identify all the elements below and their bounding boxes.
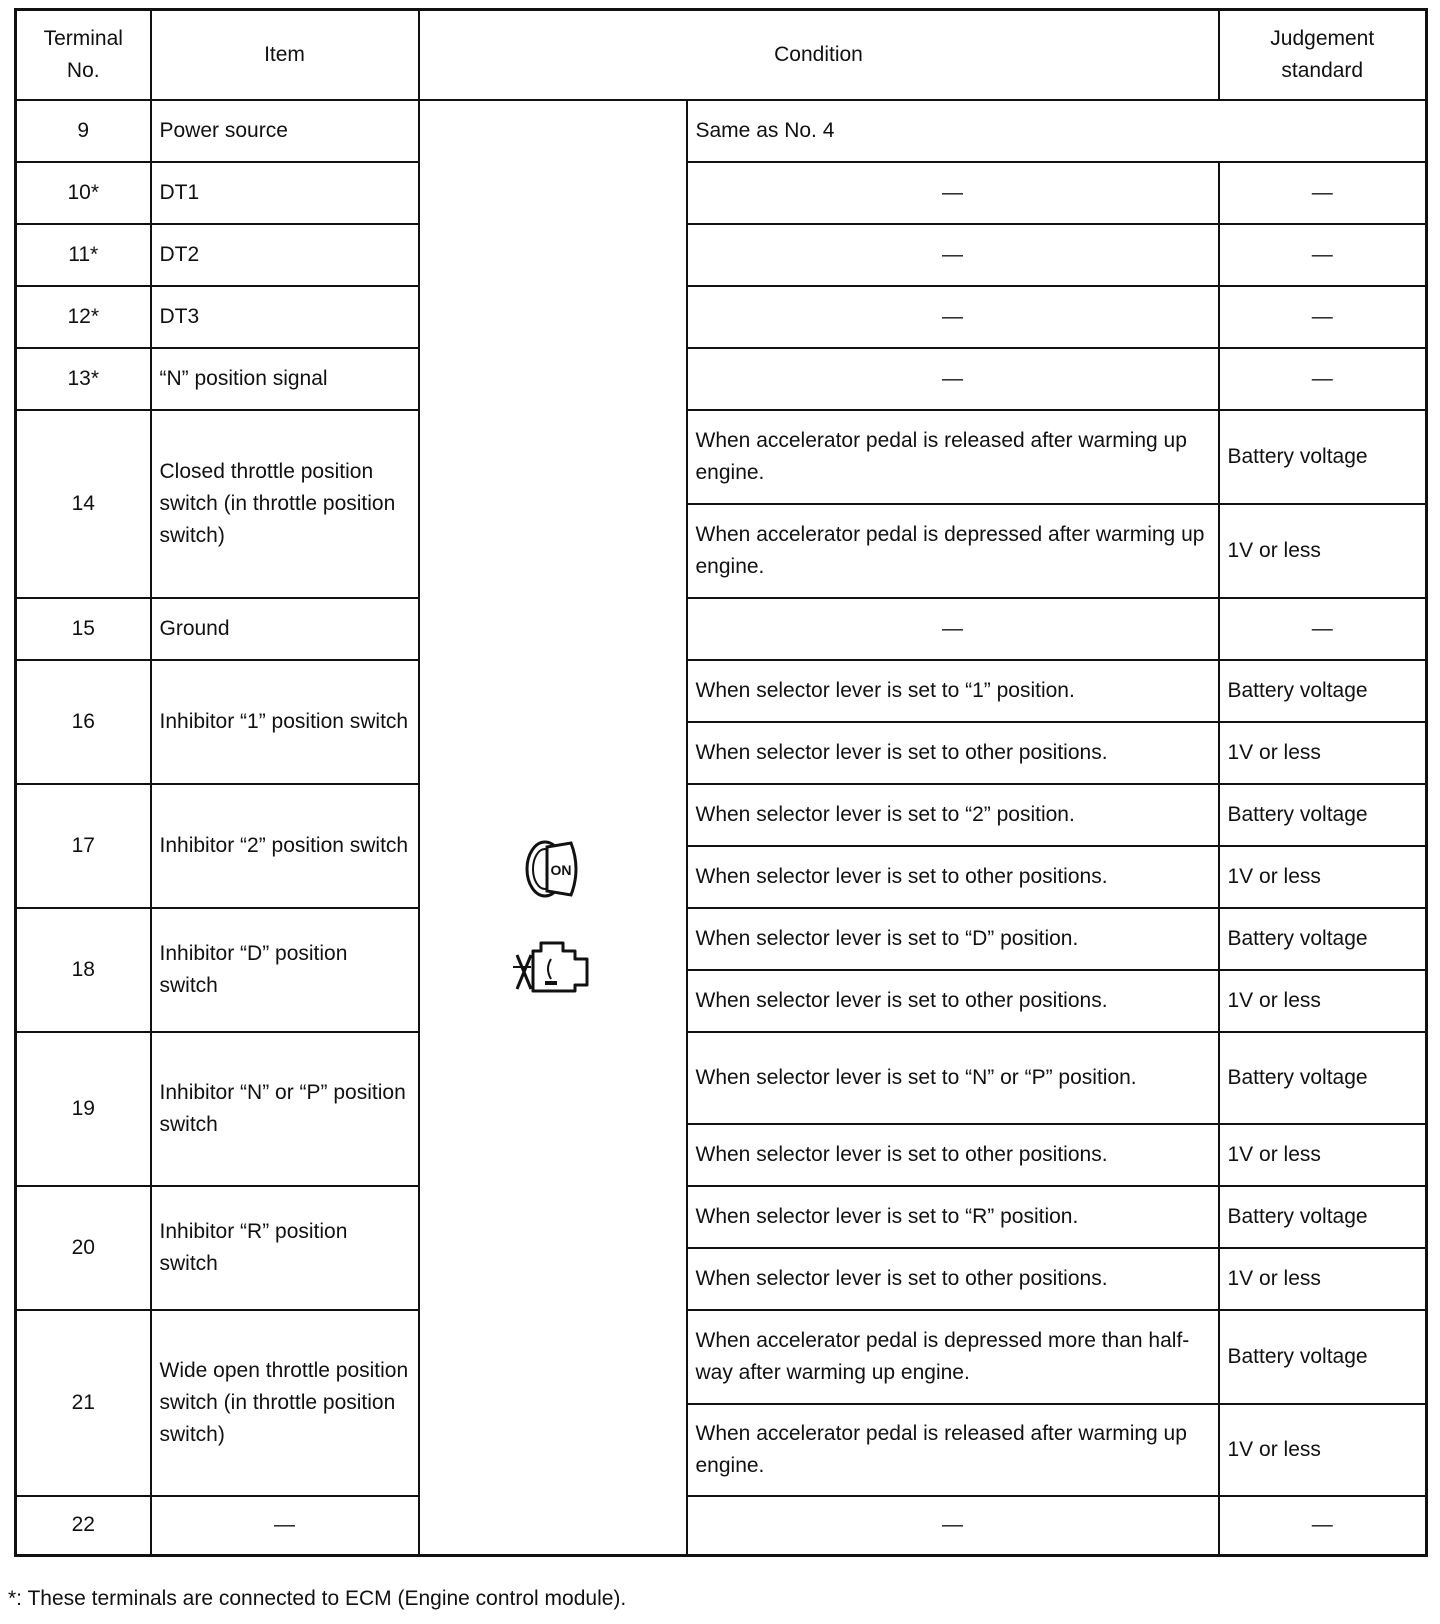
judgement-cell: 1V or less — [1219, 722, 1427, 784]
terminal-cell: 14 — [16, 410, 151, 598]
table-row — [16, 1496, 1427, 1556]
item-cell: Inhibitor “1” position switch — [151, 660, 419, 784]
judgement-cell: 1V or less — [1219, 1124, 1427, 1186]
judgement-cell: 1V or less — [1219, 1404, 1427, 1496]
condition-cell: — — [687, 162, 1219, 224]
header-item: Item — [151, 10, 419, 100]
condition-cell: When selector lever is set to “D” position. — [687, 908, 1219, 970]
condition-cell: — — [687, 286, 1219, 348]
judgement-cell: Battery voltage — [1219, 1032, 1427, 1124]
judgement-cell: 1V or less — [1219, 846, 1427, 908]
item-cell: Inhibitor “2” position switch — [151, 784, 419, 908]
judgement-cell: Battery voltage — [1219, 660, 1427, 722]
condition-cell: — — [687, 1496, 1219, 1556]
terminal-table — [14, 8, 1428, 1557]
judgement-cell: — — [1219, 224, 1427, 286]
judgement-cell: Battery voltage — [1219, 1310, 1427, 1404]
terminal-cell: 9 — [16, 100, 151, 162]
judgement-cell: — — [1219, 162, 1427, 224]
judgement-cell: 1V or less — [1219, 1248, 1427, 1310]
terminal-cell: 11* — [16, 224, 151, 286]
table-row — [16, 162, 1427, 224]
condition-cell: When selector lever is set to “1” position. — [687, 660, 1219, 722]
terminal-cell: 22 — [16, 1496, 151, 1556]
table-row — [16, 784, 1427, 846]
footnote: *: These terminals are connected to ECM (Engine control module). — [8, 1587, 627, 1610]
terminal-cell: 13* — [16, 348, 151, 410]
item-cell: “N” position signal — [151, 348, 419, 410]
condition-cell: When selector lever is set to “2” position. — [687, 784, 1219, 846]
condition-cell: When accelerator pedal is released after warming up engine. — [687, 410, 1219, 504]
judgement-cell: — — [1219, 1496, 1427, 1556]
judgement-cell: Battery voltage — [1219, 908, 1427, 970]
terminal-cell: 20 — [16, 1186, 151, 1310]
item-cell: DT1 — [151, 162, 419, 224]
table-row — [16, 1032, 1427, 1124]
item-cell: Inhibitor “R” position switch — [151, 1186, 419, 1310]
ignition-on-text: ON — [550, 862, 571, 879]
judgement-cell: 1V or less — [1219, 970, 1427, 1032]
condition-cell: — — [687, 224, 1219, 286]
terminal-cell: 10* — [16, 162, 151, 224]
item-cell: Closed throttle position switch (in throttle position switch) — [151, 410, 419, 598]
judgement-cell: — — [1219, 348, 1427, 410]
item-cell: Power source — [151, 100, 419, 162]
table-row — [16, 1186, 1427, 1248]
table-row — [16, 286, 1427, 348]
condition-cell: — — [687, 348, 1219, 410]
judgement-cell: 1V or less — [1219, 504, 1427, 598]
condition-cell: When accelerator pedal is depressed after warming up engine. — [687, 504, 1219, 598]
terminal-cell: 18 — [16, 908, 151, 1032]
header-condition: Condition — [419, 10, 1219, 100]
condition-cell: When selector lever is set to other positions. — [687, 1248, 1219, 1310]
terminal-cell: 16 — [16, 660, 151, 784]
header-judgement-standard: Judgement standard — [1219, 10, 1427, 100]
table-row — [16, 660, 1427, 722]
header-row — [16, 10, 1427, 100]
terminal-cell: 19 — [16, 1032, 151, 1186]
condition-cell: When selector lever is set to other positions. — [687, 1124, 1219, 1186]
terminal-cell: 21 — [16, 1310, 151, 1496]
condition-cell: When accelerator pedal is depressed more than half-way after warming up engine. — [687, 1310, 1219, 1404]
condition-cell: When selector lever is set to other positions. — [687, 846, 1219, 908]
judgement-cell: — — [1219, 598, 1427, 660]
item-cell: Wide open throttle position switch (in throttle position switch) — [151, 1310, 419, 1496]
table-row — [16, 348, 1427, 410]
table-row — [16, 908, 1427, 970]
table-row — [16, 410, 1427, 504]
table-row — [16, 100, 1427, 162]
item-cell: DT2 — [151, 224, 419, 286]
table-row — [16, 224, 1427, 286]
item-cell: DT3 — [151, 286, 419, 348]
judgement-cell: — — [1219, 286, 1427, 348]
judgement-cell: Battery voltage — [1219, 784, 1427, 846]
same-as-cell: Same as No. 4 — [687, 100, 1427, 162]
condition-cell: — — [687, 598, 1219, 660]
condition-cell: When accelerator pedal is released after warming up engine. — [687, 1404, 1219, 1496]
terminal-cell: 17 — [16, 784, 151, 908]
item-cell: — — [151, 1496, 419, 1556]
condition-icon-cell — [419, 100, 687, 1556]
table-row — [16, 598, 1427, 660]
ignition-key-on-icon — [521, 837, 585, 901]
condition-cell: When selector lever is set to other positions. — [687, 722, 1219, 784]
terminal-cell: 12* — [16, 286, 151, 348]
judgement-cell: Battery voltage — [1219, 1186, 1427, 1248]
terminal-cell: 15 — [16, 598, 151, 660]
condition-cell: When selector lever is set to “N” or “P” position. — [687, 1032, 1219, 1124]
table-row — [16, 1310, 1427, 1404]
engine-not-running-icon — [511, 937, 595, 997]
header-terminal-no: Terminal No. — [16, 10, 151, 100]
condition-cell: When selector lever is set to other positions. — [687, 970, 1219, 1032]
item-cell: Inhibitor “D” position switch — [151, 908, 419, 1032]
item-cell: Inhibitor “N” or “P” position switch — [151, 1032, 419, 1186]
judgement-cell: Battery voltage — [1219, 410, 1427, 504]
condition-cell: When selector lever is set to “R” position. — [687, 1186, 1219, 1248]
item-cell: Ground — [151, 598, 419, 660]
